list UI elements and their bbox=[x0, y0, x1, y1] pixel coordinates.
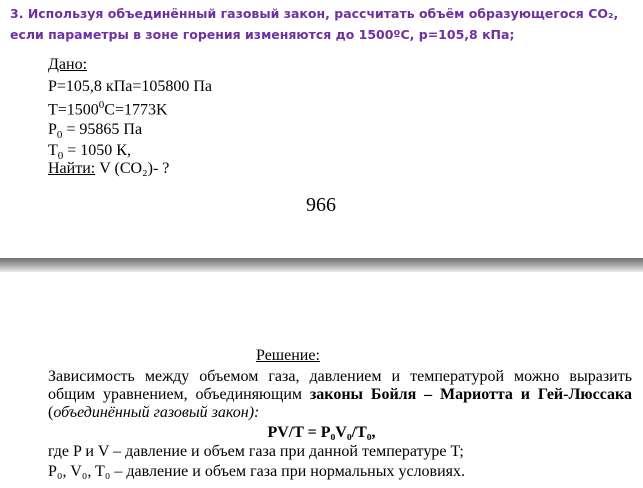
page-number: 966 bbox=[306, 194, 336, 216]
given-p0: $P_0 = 95865$ Па bbox=[48, 121, 143, 142]
solution-line-2: общим уравнением, объединяющим законы Бойля – Мариотта и Гей-Люссака bbox=[48, 386, 632, 403]
page-separator bbox=[0, 258, 643, 272]
given-temperature: $T=1500^0C=1773K$ bbox=[48, 99, 168, 119]
find-value: V (CO₂)- ? bbox=[95, 160, 170, 177]
solution-title: Решение: bbox=[256, 347, 320, 364]
find-label: Найти: bbox=[48, 160, 96, 177]
solution-line-5: P₀, V₀, T₀ – давление и объем газа при нормальных условиях. bbox=[48, 463, 466, 480]
given-title: Дано: bbox=[48, 56, 88, 73]
solution-line-4: где P и V – давление и объем газа при данной температуре T; bbox=[48, 443, 464, 460]
law-name: объединённый газовый закон): bbox=[53, 404, 260, 421]
task-statement bbox=[10, 3, 635, 45]
laws-bold: законы Бойля – Мариотта и Гей-Люссака bbox=[309, 386, 632, 403]
task-number: 3. bbox=[10, 6, 24, 21]
find-line bbox=[48, 160, 169, 178]
given-t0: $T_0 = 1050$ К, bbox=[48, 142, 131, 163]
solution-line-1: Зависимость между объемом газа, давлением и температурой можно выразить bbox=[48, 368, 632, 385]
combined-gas-law-formula: PV/T = P₀V₀/T₀, bbox=[267, 424, 376, 441]
task-text: Используя объединённый газовый закон, рассчитать объём образующегося CO₂, если параметры в зоне горения изменяются до 1500ºC, p=105,8 кПа; bbox=[10, 6, 619, 42]
given-pressure: P=105,8 кПа=105800 Па bbox=[48, 78, 213, 95]
solution-line-3: (объединённый газовый закон): bbox=[48, 404, 260, 421]
